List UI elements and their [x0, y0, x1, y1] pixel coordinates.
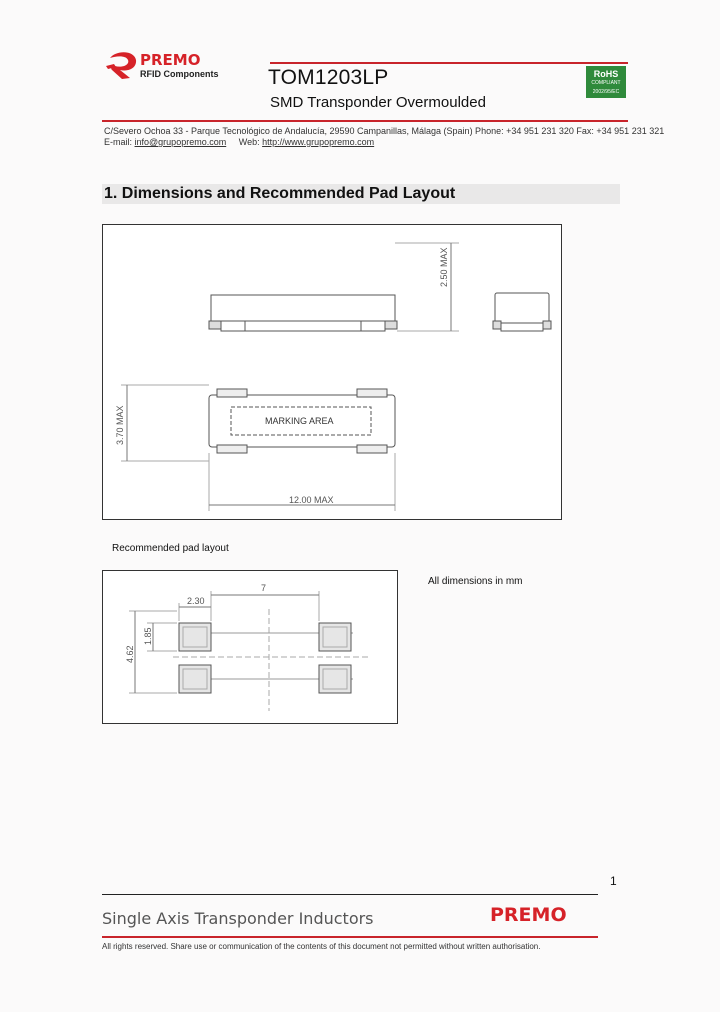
marking-area-label: MARKING AREA [265, 416, 334, 426]
units-note: All dimensions in mm [428, 576, 523, 587]
footer-brand: PREMO [490, 904, 567, 926]
footer-rule-top [102, 894, 598, 895]
contact-line [104, 137, 374, 147]
pad-layout-svg [103, 571, 397, 723]
address-line: C/Severo Ochoa 33 - Parque Tecnológico de Andalucía, 29590 Campanillas, Málaga (Spain) Phone: +34 951 231 320 Fax: +34 951 231 321 [104, 126, 665, 136]
web-link[interactable]: http://www.grupopremo.com [262, 137, 375, 147]
rohs-badge [586, 66, 626, 98]
email-label: E-mail: [104, 137, 133, 147]
footer-rule-red [102, 936, 598, 938]
rohs-badge-line3: 2002/95/EC [592, 89, 620, 95]
pad-layout-caption: Recommended pad layout [112, 543, 229, 554]
address-rule-red [102, 120, 628, 122]
header-rule-red [270, 62, 628, 64]
depth-dimension-label: 3.70 MAX [115, 405, 125, 445]
document-subtitle: SMD Transponder Overmoulded [270, 94, 486, 111]
web-label: Web: [238, 137, 260, 147]
footer-title: Single Axis Transponder Inductors [102, 909, 374, 928]
dimensions-drawing [102, 224, 562, 520]
height-dimension-label: 2.50 MAX [439, 247, 449, 287]
rohs-badge-line1: RoHS [593, 69, 619, 79]
brand-subtitle: RFID Components [140, 69, 219, 79]
page-number: 1 [610, 874, 617, 888]
premo-logo-mark [104, 48, 144, 82]
pad-width-dimension-label: 2.30 [187, 596, 205, 606]
document-title: TOM1203LP [268, 66, 389, 89]
email-link[interactable]: info@grupopremo.com [134, 137, 227, 147]
footer-copyright-note: All rights reserved. Share use or communication of the contents of this document not permitted without written authorisation. [102, 942, 541, 951]
pad-height-dimension-label: 1.85 [143, 627, 153, 645]
rohs-badge-line2: COMPLIANT [591, 80, 621, 86]
dimensions-drawing-svg [103, 225, 561, 519]
width-dimension-label: 12.00 MAX [289, 495, 334, 505]
section-heading: 1. Dimensions and Recommended Pad Layout [102, 184, 620, 204]
premo-logo [104, 48, 254, 82]
overall-dimension-label: 4.62 [125, 645, 135, 663]
brand-name: PREMO [140, 51, 201, 69]
pitch-dimension-label: 7 [261, 583, 267, 593]
pad-layout-drawing [102, 570, 398, 724]
